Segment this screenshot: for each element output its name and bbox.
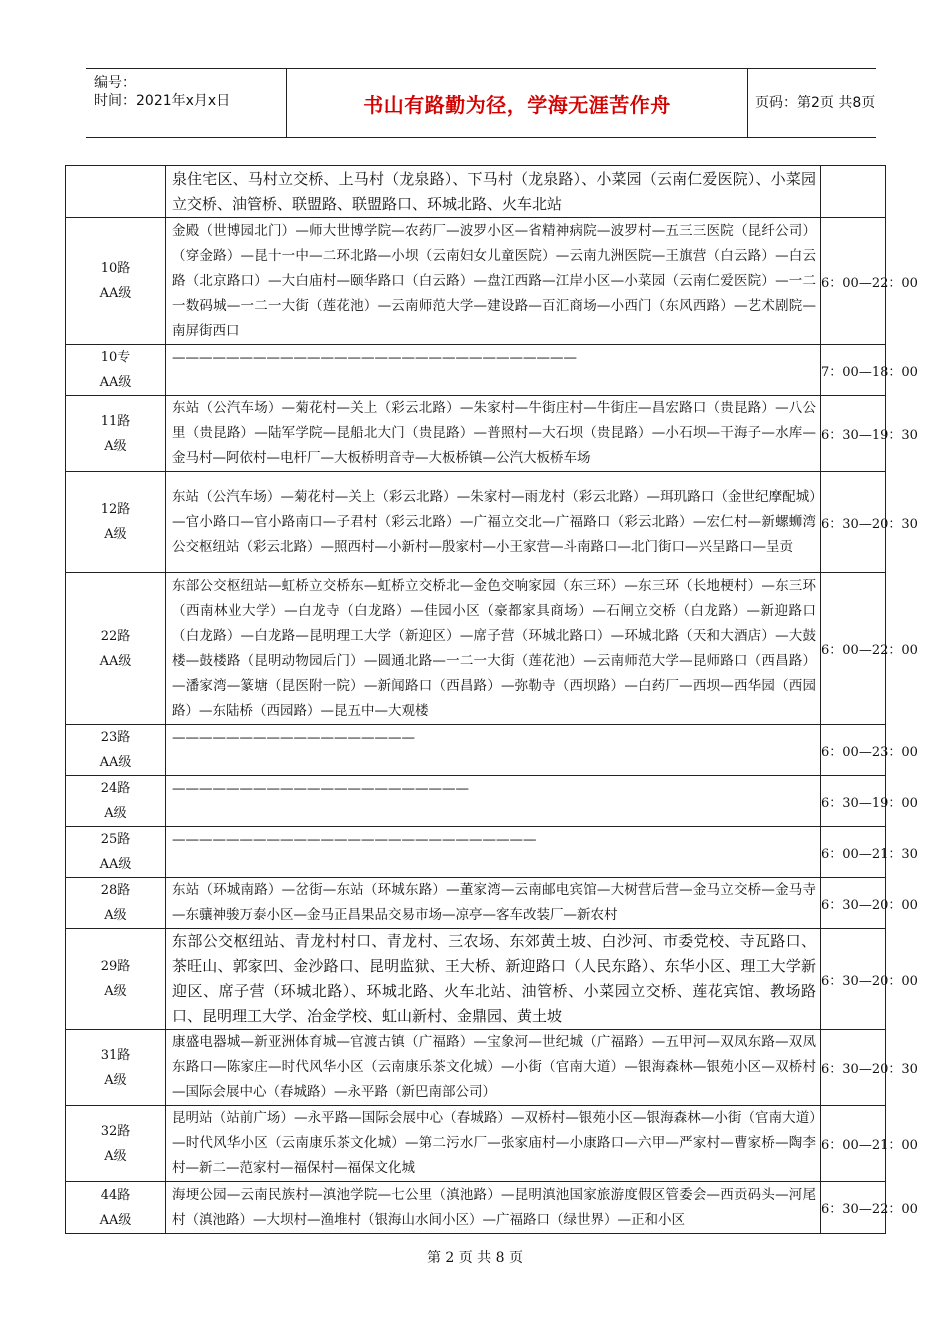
route-grade: AA级 — [99, 653, 132, 669]
route-stops: 东部公交枢纽站、青龙村村口、青龙村、三农场、东郊黄土坡、白沙河、市委党校、寺瓦路口、茶旺山、郭家凹、金沙路口、昆明监狱、王大桥、新迎路口（人民东路）、东华小区、理工大学新迎区、席子营（环城北路）、环城北路、火车北站、油管桥、小菜园立交桥、莲花宾馆、教场路口、昆明理工大学、冶金学校、虹山新村、金鼎园、黄土坡 — [166, 929, 821, 1030]
route-name-cell — [66, 827, 166, 878]
route-stops: 东部公交枢纽站—虹桥立交桥东—虹桥立交桥北—金色交响家园（东三环）—东三环（长地梗村）—东三环（西南林业大学）—白龙寺（白龙路）—佳园小区（豪都家具商场）—石闸立交桥（白龙路）—新迎路口（白龙路）—白龙路—昆明理工大学（新迎区）—席子营（环城北路口）—环城北路（天和大酒店）—大鼓楼—鼓楼路（昆明动物园后门）—圆通北路—一二一大街（莲花池）—云南师范大学—昆师路口（西昌路）—潘家湾—篆塘（昆医附一院）—新闻路口（西昌路）—弥勒寺（西坝路）—白药厂—西坝—西华园（西园路）—东陆桥（西园路）—昆五中—大观楼 — [166, 573, 821, 725]
route-name-cell — [66, 396, 166, 472]
route-number: 29路 — [100, 959, 131, 974]
route-number: 10路 — [100, 261, 131, 276]
route-hours: 6：00—23：00 — [821, 725, 886, 776]
route-grade: AA级 — [99, 857, 132, 872]
route-hours: 6：30—20：30 — [821, 472, 886, 573]
route-stops: ——————————————————————————— — [166, 827, 821, 878]
header-page-cell — [747, 69, 876, 137]
route-stops: —————————————————————— — [166, 776, 821, 827]
route-stops: 康盛电器城—新亚洲体育城—官渡古镇（广福路）—宝象河—世纪城（广福路）—五甲河—双凤东路—双凤东路口—陈家庄—时代风华小区（云南康乐茶文化城）—小街（官南大道）—银海森林—银苑小区—双桥村—国际会展中心（春城路）—永平路（新巴南部公司） — [166, 1030, 821, 1106]
route-hours: 6：00—21：00 — [821, 1106, 886, 1182]
route-row — [66, 827, 886, 878]
route-number: 44路 — [100, 1187, 131, 1203]
route-grade: AA级 — [99, 286, 132, 301]
route-number: 28路 — [100, 883, 131, 898]
route-grade: AA级 — [99, 375, 132, 390]
route-row — [66, 776, 886, 827]
header-motto-cell — [286, 69, 748, 137]
route-name-cell — [66, 166, 166, 218]
route-hours: 6：30—19：00 — [821, 776, 886, 827]
route-name-cell — [66, 929, 166, 1030]
route-name-cell — [66, 218, 166, 345]
route-number: 22路 — [100, 628, 131, 644]
route-row — [66, 1182, 886, 1234]
route-name-cell — [66, 345, 166, 396]
route-name-cell — [66, 776, 166, 827]
route-grade: A级 — [104, 984, 127, 999]
route-number: 32路 — [100, 1123, 131, 1139]
doc-date: 时间：2021年x月x日 — [94, 93, 231, 109]
route-row — [66, 929, 886, 1030]
route-row — [66, 725, 886, 776]
route-grade: A级 — [104, 1148, 127, 1164]
page-footer: 第 2 页 共 8 页 — [426, 1250, 524, 1266]
route-row — [66, 1106, 886, 1182]
route-hours: 6：30—19：30 — [821, 396, 886, 472]
route-hours: 6：30—20：30 — [821, 1030, 886, 1106]
route-row — [66, 396, 886, 472]
route-grade: A级 — [104, 806, 127, 821]
route-row — [66, 1030, 886, 1106]
header-meta — [86, 69, 286, 137]
route-table-body — [66, 166, 918, 1234]
route-grade: AA级 — [99, 755, 132, 770]
route-name-cell — [66, 725, 166, 776]
route-stops: —————————————————————————————— — [166, 345, 821, 396]
route-row — [66, 878, 886, 929]
route-name-cell — [66, 1182, 166, 1234]
motto-text: 书山有路勤为径，学海无涯苦作舟 — [363, 93, 671, 117]
route-hours: 6：00—22：00 — [821, 573, 886, 725]
bus-route-table — [65, 165, 918, 1234]
route-stops: 海埂公园—云南民族村—滇池学院—七公里（滇池路）—昆明滇池国家旅游度假区管委会—西贡码头—河尾村（滇池路）—大坝村—渔堆村（银海山水间小区）—广福路口（绿世界）—正和小区 — [166, 1182, 821, 1234]
route-name-cell — [66, 472, 166, 573]
route-grade: A级 — [104, 527, 127, 542]
route-row — [66, 472, 886, 573]
route-row — [66, 345, 886, 396]
page-header — [86, 68, 876, 138]
page-info: 页码：第2页 共8页 — [755, 95, 876, 111]
route-stops: 东站（环城南路）—岔街—东站（环城东路）—董家湾—云南邮电宾馆—大树营后营—金马立交桥—金马寺—东骧神骏万泰小区—金马正昌果品交易市场—凉亭—客车改装厂—新农村 — [166, 878, 821, 929]
route-number: 24路 — [100, 781, 131, 796]
route-stops: 东站（公汽车场）—菊花村—关上（彩云北路）—朱家村—牛街庄村—牛街庄—昌宏路口（贵昆路）—八公里（贵昆路）—陆军学院—昆船北大门（贵昆路）—普照村—大石坝（贵昆路）—小石坝—干海子—水库—金马村—阿依村—电杆厂—大板桥明音寺—大板桥镇—公汽大板桥车场 — [166, 396, 821, 472]
route-number: 31路 — [100, 1047, 131, 1063]
route-stops: 东站（公汽车场）—菊花村—关上（彩云北路）—朱家村—雨龙村（彩云北路）—珥玑路口（金世纪摩配城）—官小路口—官小路南口—子君村（彩云北路）—广福立交北—广福路口（彩云北路）—宏仁村—新螺蛳湾公交枢纽站（彩云北路）—照西村—小新村—殷家村—小王家营—斗南路口—北门街口—兴呈路口—呈贡 — [166, 472, 821, 573]
route-stops: —————————————————— — [166, 725, 821, 776]
route-stops: 昆明站（站前广场）—永平路—国际会展中心（春城路）—双桥村—银苑小区—银海森林—小街（官南大道）—时代风华小区（云南康乐茶文化城）—第二污水厂—张家庙村—小康路口—六甲—严家村—曹家桥—陶李村—新二—范家村—福保村—福保文化城 — [166, 1106, 821, 1182]
route-stops: 金殿（世博园北门）—师大世博学院—农药厂—波罗小区—省精神病院—波罗村—五三三医院（昆纤公司）（穿金路）—昆十一中—二环北路—小坝（云南妇女儿童医院）—云南九洲医院—王旗营（白云路）—白云路（北京路口）—大白庙村—颐华路口（白云路）—盘江西路—江岸小区—小菜园（云南仁爱医院）—一二一数码城—一二一大街（莲花池）—云南师范大学—建设路—百汇商场—小西门（东风西路）—艺术剧院—南屏街西口 — [166, 218, 821, 345]
route-name-cell — [66, 878, 166, 929]
route-number: 23路 — [100, 730, 131, 745]
route-hours: 6：00—21：30 — [821, 827, 886, 878]
route-number: 10专 — [100, 350, 131, 365]
route-hours — [821, 166, 886, 218]
route-hours: 6：30—20：00 — [821, 878, 886, 929]
route-name-cell — [66, 1030, 166, 1106]
route-name-cell — [66, 1106, 166, 1182]
route-row — [66, 573, 886, 725]
route-grade: A级 — [104, 1072, 127, 1088]
route-grade: A级 — [104, 438, 127, 454]
route-hours: 6：30—20：00 — [821, 929, 886, 1030]
route-hours: 7：00—18：00 — [821, 345, 886, 396]
route-grade: A级 — [104, 908, 127, 923]
route-row — [66, 166, 886, 218]
route-row — [66, 218, 886, 345]
route-number: 12路 — [100, 502, 131, 517]
route-hours: 6：00—22：00 — [821, 218, 886, 345]
route-grade: AA级 — [99, 1212, 132, 1228]
route-number: 25路 — [100, 832, 131, 847]
route-number: 11路 — [100, 413, 131, 429]
route-stops: 泉住宅区、马村立交桥、上马村（龙泉路）、下马村（龙泉路）、小菜园（云南仁爱医院）、小菜园立交桥、油管桥、联盟路、联盟路口、环城北路、火车北站 — [166, 166, 821, 218]
doc-number: 编号： — [94, 75, 136, 91]
route-hours: 6：30—22：00 — [821, 1182, 886, 1234]
route-name-cell — [66, 573, 166, 725]
